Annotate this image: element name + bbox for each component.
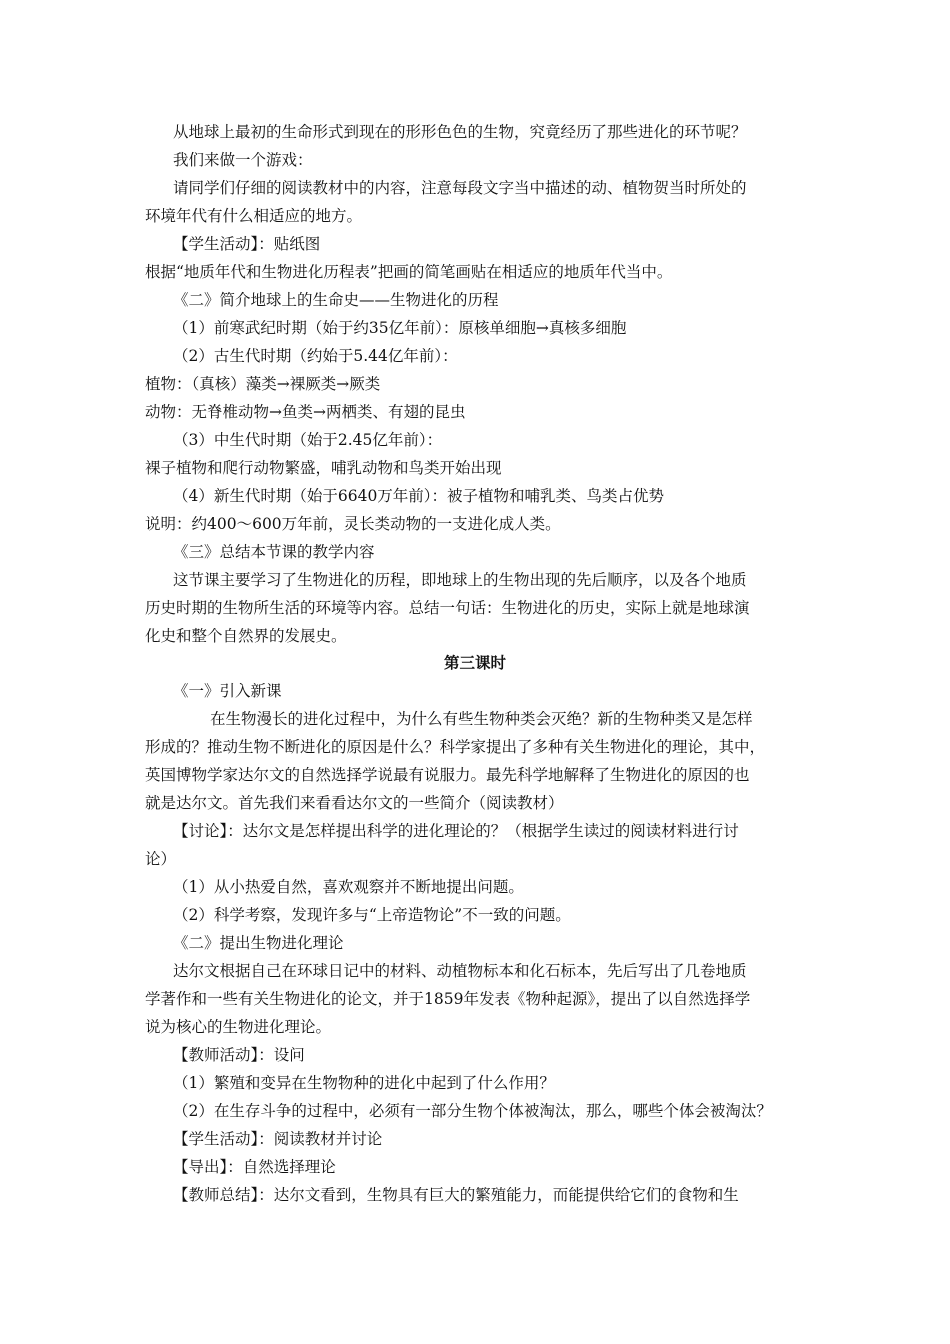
section-heading: 《二》提出生物进化理论 bbox=[173, 934, 344, 952]
text-line: （1）从小热爱自然，喜欢观察并不断地提出问题。 bbox=[173, 878, 524, 896]
text-line: 这节课主要学习了生物进化的历程，即地球上的生物出现的先后顺序，以及各个地质 bbox=[173, 571, 747, 589]
text-line: 【学生活动】：贴纸图 bbox=[173, 235, 321, 253]
text-line: 我们来做一个游戏： bbox=[173, 151, 313, 169]
text-line: 植物：（真核）藻类→裸厥类→厥类 bbox=[145, 375, 381, 393]
text-line: （4）新生代时期（始于6640万年前）：被子植物和哺乳类、鸟类占优势 bbox=[173, 487, 665, 505]
text-line: 【讨论】：达尔文是怎样提出科学的进化理论的？（根据学生读过的阅读材料进行讨 bbox=[173, 822, 739, 840]
text-line: （1）前寒武纪时期（始于约35亿年前）：原核单细胞→真核多细胞 bbox=[173, 319, 627, 337]
text-line: （1）繁殖和变异在生物物种的进化中起到了什么作用？ bbox=[173, 1074, 555, 1092]
text-line: 根据“地质年代和生物进化历程表”把画的简笔画贴在相适应的地质年代当中。 bbox=[145, 263, 673, 281]
text-line: 达尔文根据自己在环球日记中的材料、动植物标本和化石标本，先后写出了几卷地质 bbox=[173, 962, 747, 980]
text-line: 从地球上最初的生命形式到现在的形形色色的生物，究竟经历了那些进化的环节呢？ bbox=[173, 123, 747, 141]
text-line: 英国博物学家达尔文的自然选择学说最有说服力。最先科学地解释了生物进化的原因的也 bbox=[145, 766, 750, 784]
text-line: 在生物漫长的进化过程中，为什么有些生物种类会灭绝？新的生物种类又是怎样 bbox=[210, 710, 753, 728]
text-line: （3）中生代时期（始于2.45亿年前）： bbox=[173, 431, 443, 449]
text-line: 【教师活动】：设问 bbox=[173, 1046, 305, 1064]
text-line: （2）古生代时期（约始于5.44亿年前）： bbox=[173, 347, 458, 365]
text-line: 就是达尔文。首先我们来看看达尔文的一些简介（阅读教材） bbox=[145, 794, 564, 812]
text-line: 【教师总结】：达尔文看到，生物具有巨大的繁殖能力，而能提供给它们的食物和生 bbox=[173, 1186, 739, 1204]
text-line: 请同学们仔细的阅读教材中的内容，注意每段文字当中描述的动、植物贺当时所处的 bbox=[173, 179, 747, 197]
text-line: 环境年代有什么相适应的地方。 bbox=[145, 207, 363, 225]
text-line: 说为核心的生物进化理论。 bbox=[145, 1018, 332, 1036]
text-line: （2）在生存斗争的过程中，必须有一部分生物个体被淘汰，那么，哪些个体会被淘汰？ bbox=[173, 1102, 772, 1120]
text-line: 化史和整个自然界的发展史。 bbox=[145, 627, 347, 645]
text-line: 【导出】：自然选择理论 bbox=[173, 1158, 336, 1176]
text-line: 说明：约400～600万年前，灵长类动物的一支进化成人类。 bbox=[145, 515, 561, 533]
text-line: 动物：无脊椎动物→鱼类→两栖类、有翅的昆虫 bbox=[145, 403, 466, 421]
text-line: 【学生活动】：阅读教材并讨论 bbox=[173, 1130, 383, 1148]
lesson-title: 第三课时 bbox=[443, 653, 506, 672]
section-heading: 《二》简介地球上的生命史——生物进化的历程 bbox=[173, 291, 499, 309]
text-line: 论） bbox=[145, 850, 177, 868]
text-line: 裸子植物和爬行动物繁盛，哺乳动物和鸟类开始出现 bbox=[145, 459, 502, 477]
section-heading: 《一》引入新课 bbox=[173, 682, 282, 700]
text-line: 学著作和一些有关生物进化的论文，并于1859年发表《物种起源》，提出了以自然选择学 bbox=[145, 990, 751, 1008]
text-line: 历史时期的生物所生活的环境等内容。总结一句话：生物进化的历史，实际上就是地球演 bbox=[145, 599, 750, 617]
text-line: 形成的？推动生物不断进化的原因是什么？科学家提出了多种有关生物进化的理论，其中， bbox=[145, 738, 766, 756]
text-line: （2）科学考察，发现许多与“上帝造物论”不一致的问题。 bbox=[173, 906, 571, 924]
section-heading: 《三》总结本节课的教学内容 bbox=[173, 543, 375, 561]
